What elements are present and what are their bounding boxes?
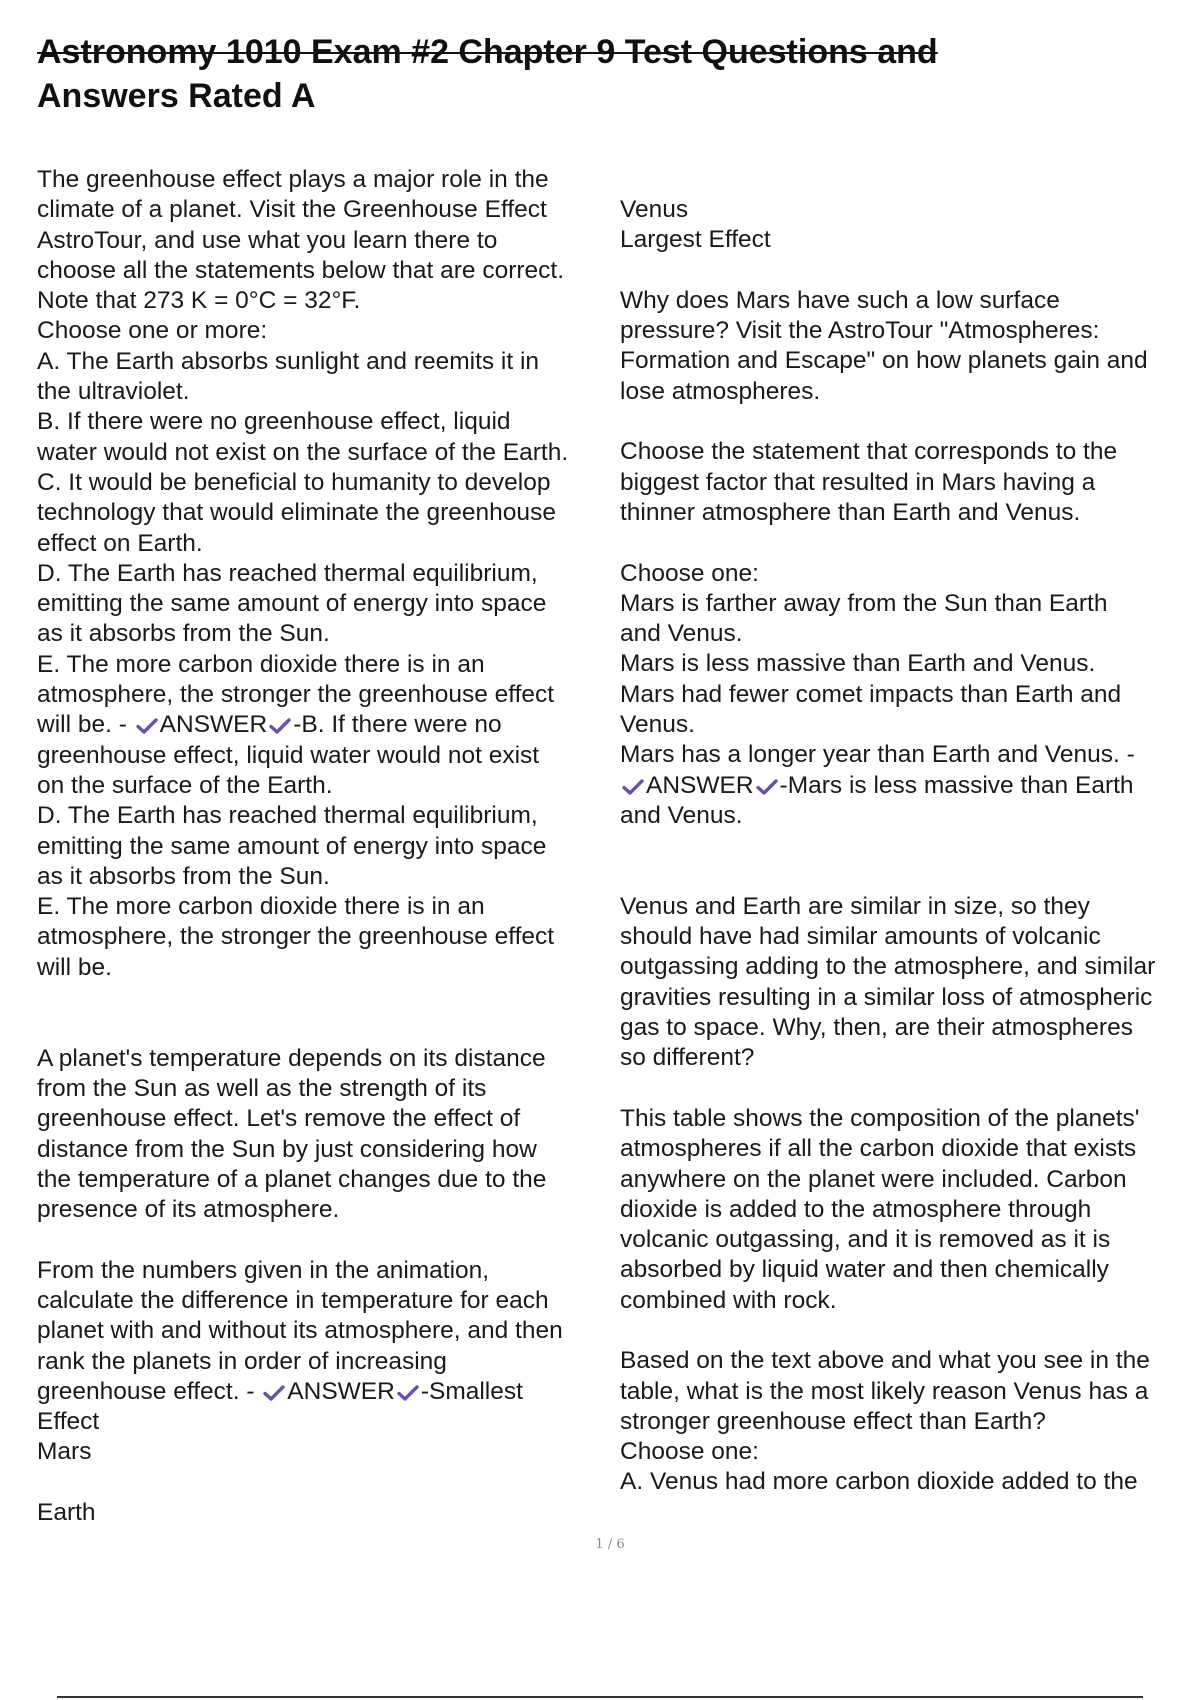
left-column bbox=[37, 165, 609, 1528]
text-line: Mars bbox=[37, 1438, 92, 1466]
text-line: water would not exist on the surface of the Earth. bbox=[37, 438, 569, 466]
text-line: climate of a planet. Visit the Greenhouse Effect bbox=[37, 196, 547, 224]
question-greenhouse-ranking bbox=[37, 1044, 609, 1529]
question-text bbox=[37, 165, 609, 710]
text-line: atmospheres if all the carbon dioxide that exists bbox=[620, 1135, 1137, 1163]
question-text bbox=[620, 1104, 1200, 1316]
answer-continuation bbox=[37, 1407, 609, 1468]
text-line: thinner atmosphere than Earth and Venus. bbox=[620, 498, 1081, 526]
text-line: Choose one: bbox=[620, 559, 759, 587]
text-line: Choose one: bbox=[620, 1438, 759, 1466]
text-line: AstroTour, and use what you learn there to bbox=[37, 226, 498, 254]
page-divider bbox=[57, 1696, 1143, 1698]
text-line: Mars had fewer comet impacts than Earth and bbox=[620, 680, 1122, 708]
text-line: Effect bbox=[37, 1408, 100, 1436]
text-line: and Venus. bbox=[620, 620, 743, 648]
checkmark-icon bbox=[136, 717, 158, 735]
text-line: From the numbers given in the animation, bbox=[37, 1256, 490, 1284]
text-line: A. The Earth absorbs sunlight and reemits it in bbox=[37, 347, 540, 375]
question-text bbox=[620, 437, 1200, 528]
text-line: volcanic outgassing, and it is removed as it is bbox=[620, 1226, 1111, 1254]
text-line: atmosphere, the stronger the greenhouse effect bbox=[37, 681, 555, 709]
text-line: Venus and Earth are similar in size, so they bbox=[620, 892, 1090, 920]
text-line: The greenhouse effect plays a major role in the bbox=[37, 166, 549, 193]
text-line: combined with rock. bbox=[620, 1286, 837, 1314]
text-line: effect on Earth. bbox=[37, 529, 203, 557]
answer-text: -Smallest bbox=[420, 1377, 523, 1405]
answer-item: Earth bbox=[37, 1499, 96, 1527]
right-column bbox=[620, 195, 1200, 1498]
answer-continuation bbox=[620, 801, 1200, 831]
page-title bbox=[37, 30, 1137, 118]
text-line: biggest factor that resulted in Mars having a bbox=[620, 468, 1096, 496]
title-line-2: Answers Rated A bbox=[37, 77, 316, 115]
checkmark-icon bbox=[263, 1384, 285, 1402]
text-line: Note that 273 K = 0°C = 32°F. bbox=[37, 287, 361, 315]
text-line: greenhouse effect, liquid water would not exist bbox=[37, 741, 540, 769]
question-mars-pressure bbox=[620, 286, 1200, 831]
text-line: from the Sun as well as the strength of its bbox=[37, 1074, 487, 1102]
question-text bbox=[620, 892, 1200, 1074]
answer-label: ANSWER bbox=[159, 711, 268, 739]
answer-prefix: greenhouse effect. - bbox=[37, 1377, 262, 1405]
answer-text: -B. If there were no bbox=[293, 711, 502, 739]
checkmark-icon bbox=[397, 1384, 419, 1402]
text-line: Choose one or more: bbox=[37, 317, 268, 345]
text-line: D. The Earth has reached thermal equilibrium, bbox=[37, 802, 538, 830]
text-line: on the surface of the Earth. bbox=[37, 771, 333, 799]
text-line: D. The Earth has reached thermal equilibrium, bbox=[37, 559, 538, 587]
text-line: E. The more carbon dioxide there is in an bbox=[37, 893, 485, 921]
text-line: will be. bbox=[37, 953, 112, 981]
text-line: lose atmospheres. bbox=[620, 377, 821, 405]
text-line: stronger greenhouse effect than Earth? bbox=[620, 1407, 1046, 1435]
text-line: Venus bbox=[620, 196, 689, 223]
text-line: greenhouse effect. Let's remove the effect of bbox=[37, 1105, 521, 1133]
text-line: Choose the statement that corresponds to the bbox=[620, 438, 1118, 466]
text-line: and Venus. bbox=[620, 801, 743, 829]
question-text bbox=[620, 1346, 1200, 1497]
text-line: atmosphere, the stronger the greenhouse effect bbox=[37, 923, 555, 951]
checkmark-icon bbox=[756, 778, 778, 796]
text-line: so different? bbox=[620, 1044, 755, 1072]
text-line: presence of its atmosphere. bbox=[37, 1196, 340, 1224]
text-line: Based on the text above and what you see in the bbox=[620, 1347, 1150, 1375]
text-line: dioxide is added to the atmosphere through bbox=[620, 1195, 1092, 1223]
question-text bbox=[37, 1256, 609, 1377]
text-line: pressure? Visit the AstroTour "Atmospheres: bbox=[620, 317, 1100, 345]
answer-line bbox=[37, 1377, 609, 1407]
text-line: choose all the statements below that are correct. bbox=[37, 256, 565, 284]
text-line: table, what is the most likely reason Venus has a bbox=[620, 1377, 1149, 1405]
text-line: Mars is farther away from the Sun than Earth bbox=[620, 589, 1108, 617]
answer-label: ANSWER bbox=[287, 1377, 395, 1405]
text-line: C. It would be beneficial to humanity to develop bbox=[37, 468, 551, 496]
text-line: This table shows the composition of the planets' bbox=[620, 1104, 1140, 1132]
question-venus-earth-atmospheres bbox=[620, 892, 1200, 1498]
question-text bbox=[37, 1044, 609, 1226]
text-line: emitting the same amount of energy into space bbox=[37, 590, 547, 618]
text-line: Venus. bbox=[620, 711, 695, 739]
text-line: the ultraviolet. bbox=[37, 378, 190, 406]
text-line: rank the planets in order of increasing bbox=[37, 1347, 447, 1375]
text-line: Formation and Escape" on how planets gain and bbox=[620, 347, 1148, 375]
page-number: 1 / 6 bbox=[595, 1537, 625, 1552]
text-line: should have had similar amounts of volcanic bbox=[620, 923, 1101, 951]
text-line: as it absorbs from the Sun. bbox=[37, 862, 330, 890]
text-line: the temperature of a planet changes due to the bbox=[37, 1165, 547, 1193]
text-line: Mars is less massive than Earth and Venus. bbox=[620, 650, 1096, 678]
text-line: Mars has a longer year than Earth and Venus. - bbox=[620, 741, 1135, 769]
text-line: gas to space. Why, then, are their atmospheres bbox=[620, 1014, 1133, 1042]
text-line: A. Venus had more carbon dioxide added to the bbox=[620, 1468, 1138, 1496]
answer-label: ANSWER bbox=[646, 771, 754, 799]
text-line: emitting the same amount of energy into space bbox=[37, 832, 547, 860]
text-line: anywhere on the planet were included. Carbon bbox=[620, 1165, 1127, 1193]
answer-choices bbox=[620, 559, 1200, 771]
answer-text: -Mars is less massive than Earth bbox=[779, 771, 1134, 799]
text-line: Why does Mars have such a low surface bbox=[620, 286, 1060, 314]
checkmark-icon bbox=[622, 778, 644, 796]
question-text bbox=[620, 286, 1200, 407]
text-line: technology that would eliminate the greenhouse bbox=[37, 499, 556, 527]
text-line: E. The more carbon dioxide there is in an bbox=[37, 650, 485, 678]
text-line: Largest Effect bbox=[620, 226, 771, 254]
answer-line bbox=[620, 771, 1200, 801]
text-line: calculate the difference in temperature for each bbox=[37, 1286, 549, 1314]
text-line: planet with and without its atmosphere, and then bbox=[37, 1317, 563, 1345]
text-line: absorbed by liquid water and then chemically bbox=[620, 1256, 1109, 1284]
text-line: as it absorbs from the Sun. bbox=[37, 620, 330, 648]
text-line: distance from the Sun by just considering how bbox=[37, 1135, 537, 1163]
text-line: outgassing adding to the atmosphere, and similar bbox=[620, 953, 1156, 981]
answer-ranking-continuation bbox=[620, 195, 1200, 256]
answer-prefix: will be. - bbox=[37, 711, 134, 739]
checkmark-icon bbox=[269, 717, 291, 735]
text-line: B. If there were no greenhouse effect, liquid bbox=[37, 408, 511, 436]
text-line: A planet's temperature depends on its distance bbox=[37, 1044, 546, 1072]
text-line: gravities resulting in a similar loss of atmospheric bbox=[620, 983, 1153, 1011]
answer-line bbox=[37, 710, 609, 740]
title-line-1: Astronomy 1010 Exam #2 Chapter 9 Test Questions and bbox=[37, 33, 938, 71]
answer-continuation bbox=[37, 741, 609, 983]
question-greenhouse-statements bbox=[37, 165, 609, 983]
